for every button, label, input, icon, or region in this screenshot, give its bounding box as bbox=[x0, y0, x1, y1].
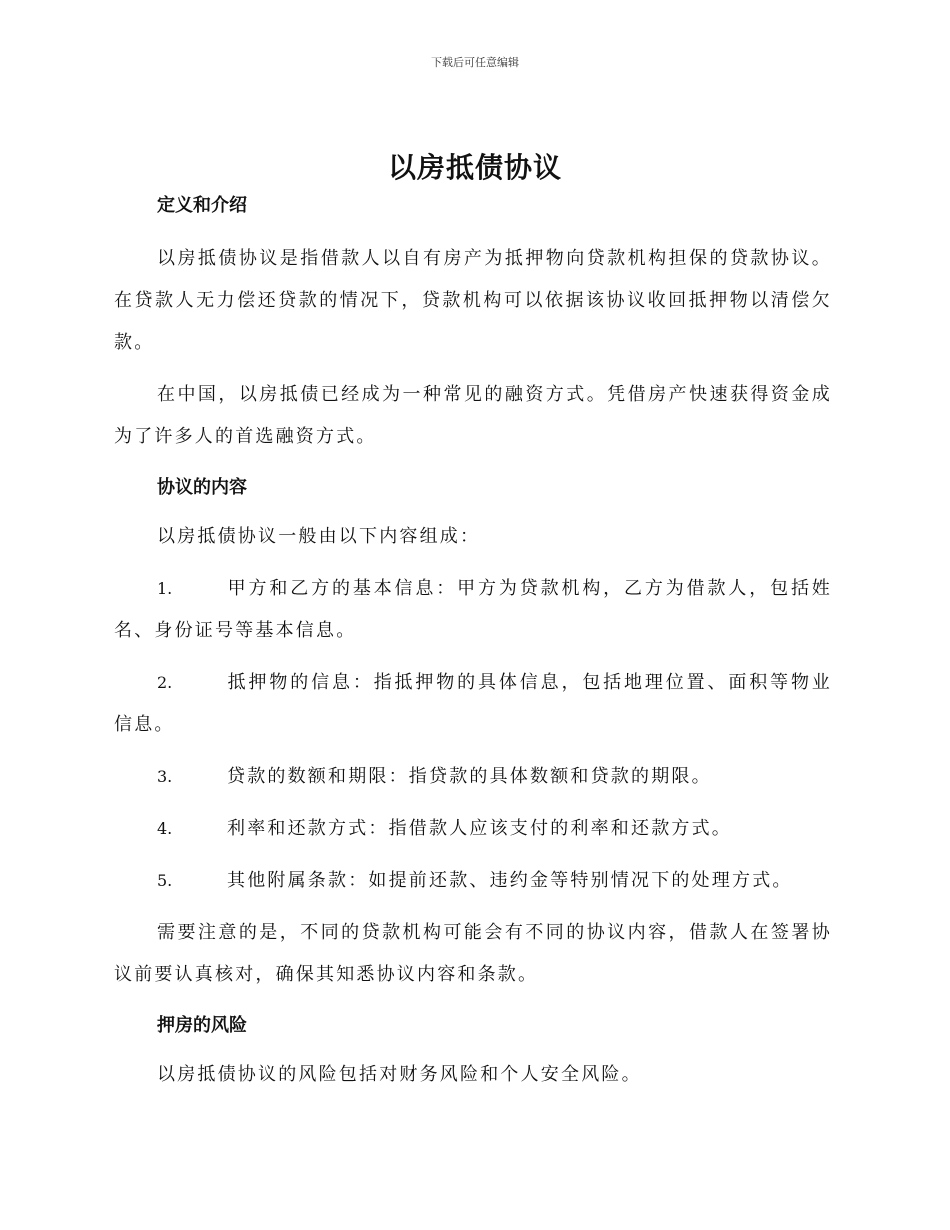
list-item bbox=[114, 860, 832, 902]
list-item bbox=[114, 756, 832, 798]
list-item-number: 5. bbox=[157, 871, 173, 890]
list-item-number: 1. bbox=[157, 579, 173, 598]
section-heading-risk: 押房的风险 bbox=[157, 1015, 247, 1036]
list-item bbox=[114, 808, 832, 850]
section-heading-intro: 定义和介绍 bbox=[157, 195, 247, 216]
section-heading-content: 协议的内容 bbox=[157, 477, 247, 498]
intro-paragraph-2: 在中国，以房抵债已经成为一种常见的融资方式。凭借房产快速获得资金成为了许多人的首选融资方式。 bbox=[114, 384, 832, 447]
list-item bbox=[114, 568, 832, 652]
content-lead: 以房抵债协议一般由以下内容组成： bbox=[157, 526, 481, 547]
list-item-number: 4. bbox=[157, 819, 173, 838]
intro-paragraph-1: 以房抵债协议是指借款人以自有房产为抵押物向贷款机构担保的贷款协议。在贷款人无力偿还贷款的情况下，贷款机构可以依据该协议收回抵押物以清偿欠款。 bbox=[114, 248, 832, 353]
list-item-text: 抵押物的信息：指抵押物的具体信息，包括地理位置、面积等物业信息。 bbox=[114, 672, 832, 735]
list-item-text: 其他附属条款：如提前还款、违约金等特别情况下的处理方式。 bbox=[227, 870, 793, 891]
list-item bbox=[114, 662, 832, 746]
content-note: 需要注意的是，不同的贷款机构可能会有不同的协议内容，借款人在签署协议前要认真核对，确保其知悉协议内容和条款。 bbox=[114, 922, 832, 985]
list-item-text: 甲方和乙方的基本信息：甲方为贷款机构，乙方为借款人，包括姓名、身份证号等基本信息。 bbox=[114, 578, 832, 641]
document-body bbox=[114, 188, 832, 1096]
list-item-number: 2. bbox=[157, 673, 173, 692]
risk-paragraph-1: 以房抵债协议的风险包括对财务风险和个人安全风险。 bbox=[157, 1064, 642, 1085]
list-item-text: 利率和还款方式：指借款人应该支付的利率和还款方式。 bbox=[227, 818, 732, 839]
list-item-text: 贷款的数额和期限：指贷款的具体数额和贷款的期限。 bbox=[227, 766, 712, 787]
document-title: 以房抵债协议 bbox=[387, 151, 562, 184]
list-item-number: 3. bbox=[157, 767, 173, 786]
header-note: 下载后可任意编辑 bbox=[431, 56, 519, 69]
